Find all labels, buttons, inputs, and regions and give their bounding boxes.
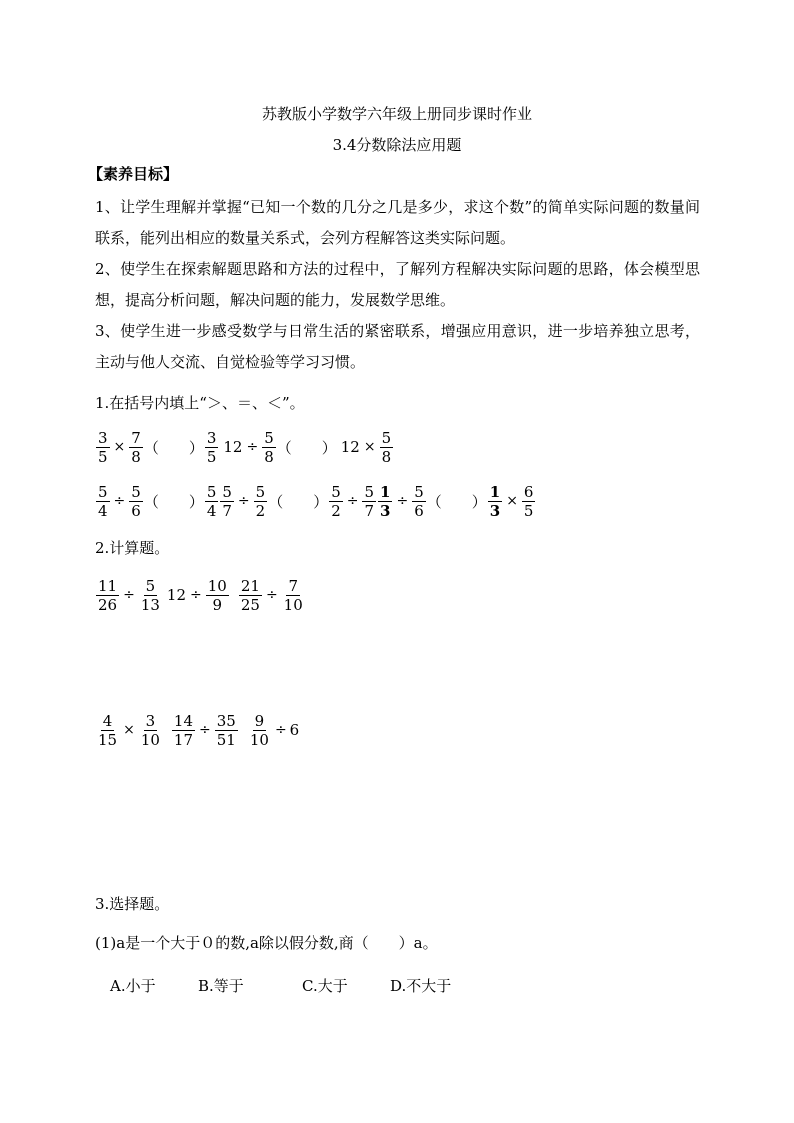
q1-row-2: [95, 479, 536, 523]
operator: ÷: [190, 587, 202, 603]
goal-item-2: 2、使学生在探索解题思路和方法的过程中，了解列方程解决实际问题的思路，体会模型思想，提高分析问题，解决问题的能力，发展数学思维。: [95, 260, 700, 309]
q2-row-2: [95, 708, 300, 752]
q3-sub1: (1)a是一个大于０的数,a除以假分数,商（ ）a。: [95, 934, 438, 952]
q2-title: 2.计算题。: [95, 539, 170, 557]
fraction: $\frac{4}{15}$: [98, 711, 118, 749]
fraction: $\frac{5}{7}$: [364, 482, 375, 520]
operator: ÷: [246, 439, 259, 455]
q3-options: [110, 976, 451, 996]
operator: ÷: [199, 722, 211, 738]
worksheet-subtitle: 3.4分数除法应用题: [332, 136, 462, 154]
operator: ÷: [265, 587, 278, 603]
fraction: $\frac{5}{6}$: [131, 482, 141, 520]
fraction: $\frac{5}{7}$: [222, 482, 232, 520]
option-b[interactable]: B.等于: [198, 977, 244, 995]
fraction: $\frac{5}{2}$: [331, 482, 341, 520]
goal-item-1: 1、让学生理解并掌握“已知一个数的几分之几是多少，求这个数”的简单实际问题的数量间联系，能列出相应的数量关系式，会列方程解答这类实际问题。: [95, 198, 700, 247]
operator: ×: [363, 439, 376, 455]
fraction: $\frac{1}{3}$: [489, 482, 501, 520]
operator: ×: [506, 493, 518, 509]
operator: ×: [123, 722, 135, 738]
fraction: $\frac{3}{10}$: [140, 711, 160, 749]
fraction: $\frac{3}{5}$: [98, 428, 108, 466]
option-d[interactable]: D.不大于: [390, 977, 452, 995]
fraction: $\frac{5}{8}$: [381, 428, 392, 466]
operator: ÷: [346, 493, 359, 509]
fraction: $\frac{5}{4}$: [98, 482, 108, 520]
answer-blank[interactable]: （ ）: [276, 438, 337, 457]
q1-title: 1.在括号内填上“＞、＝、＜”。: [95, 394, 305, 412]
fraction: $\frac{11}{26}$: [98, 576, 118, 614]
fraction: $\frac{7}{10}$: [283, 576, 303, 614]
fraction: $\frac{21}{25}$: [240, 576, 260, 614]
q3-title: 3.选择题。: [95, 895, 170, 913]
operator: ÷: [123, 587, 135, 603]
fraction: $\frac{5}{13}$: [140, 576, 160, 614]
goal-item-3: 3、使学生进一步感受数学与日常生活的紧密联系，增强应用意识，进一步培养独立思考，主动与他人交流、自觉检验等学习习惯。: [95, 322, 700, 371]
fraction: $\frac{5}{8}$: [264, 428, 274, 466]
fraction: $\frac{35}{51}$: [216, 711, 236, 749]
answer-blank[interactable]: （ ）: [143, 438, 204, 457]
answer-blank[interactable]: （ ）: [143, 492, 204, 511]
operator: ÷: [274, 722, 287, 738]
integer: 12: [340, 438, 360, 456]
answer-blank[interactable]: （ ）: [268, 492, 329, 511]
fraction: $\frac{10}{9}$: [207, 576, 227, 614]
operator: ÷: [237, 493, 250, 509]
integer: 6: [289, 721, 300, 739]
option-a[interactable]: A.小于: [110, 977, 156, 995]
integer: 12: [166, 586, 187, 604]
option-c[interactable]: C.大于: [302, 977, 348, 995]
integer: 12: [223, 438, 243, 456]
fraction: $\frac{5}{2}$: [255, 482, 266, 520]
q1-row-1: [95, 425, 394, 469]
operator: ÷: [113, 493, 126, 509]
fraction: $\frac{3}{5}$: [206, 428, 217, 466]
answer-blank[interactable]: （ ）: [426, 492, 487, 511]
worksheet-title: 苏教版小学数学六年级上册同步课时作业: [261, 105, 532, 123]
fraction: $\frac{5}{6}$: [414, 482, 424, 520]
fraction: $\frac{7}{8}$: [131, 428, 141, 466]
fraction: $\frac{5}{4}$: [206, 482, 217, 520]
fraction: $\frac{14}{17}$: [173, 711, 194, 749]
fraction: $\frac{6}{5}$: [523, 482, 534, 520]
fraction: $\frac{9}{10}$: [249, 711, 269, 749]
q2-row-1: [95, 573, 306, 617]
operator: ÷: [396, 493, 409, 509]
fraction: $\frac{1}{3}$: [380, 482, 391, 520]
goals-heading: 【素养目标】: [88, 165, 179, 183]
operator: ×: [113, 439, 126, 455]
